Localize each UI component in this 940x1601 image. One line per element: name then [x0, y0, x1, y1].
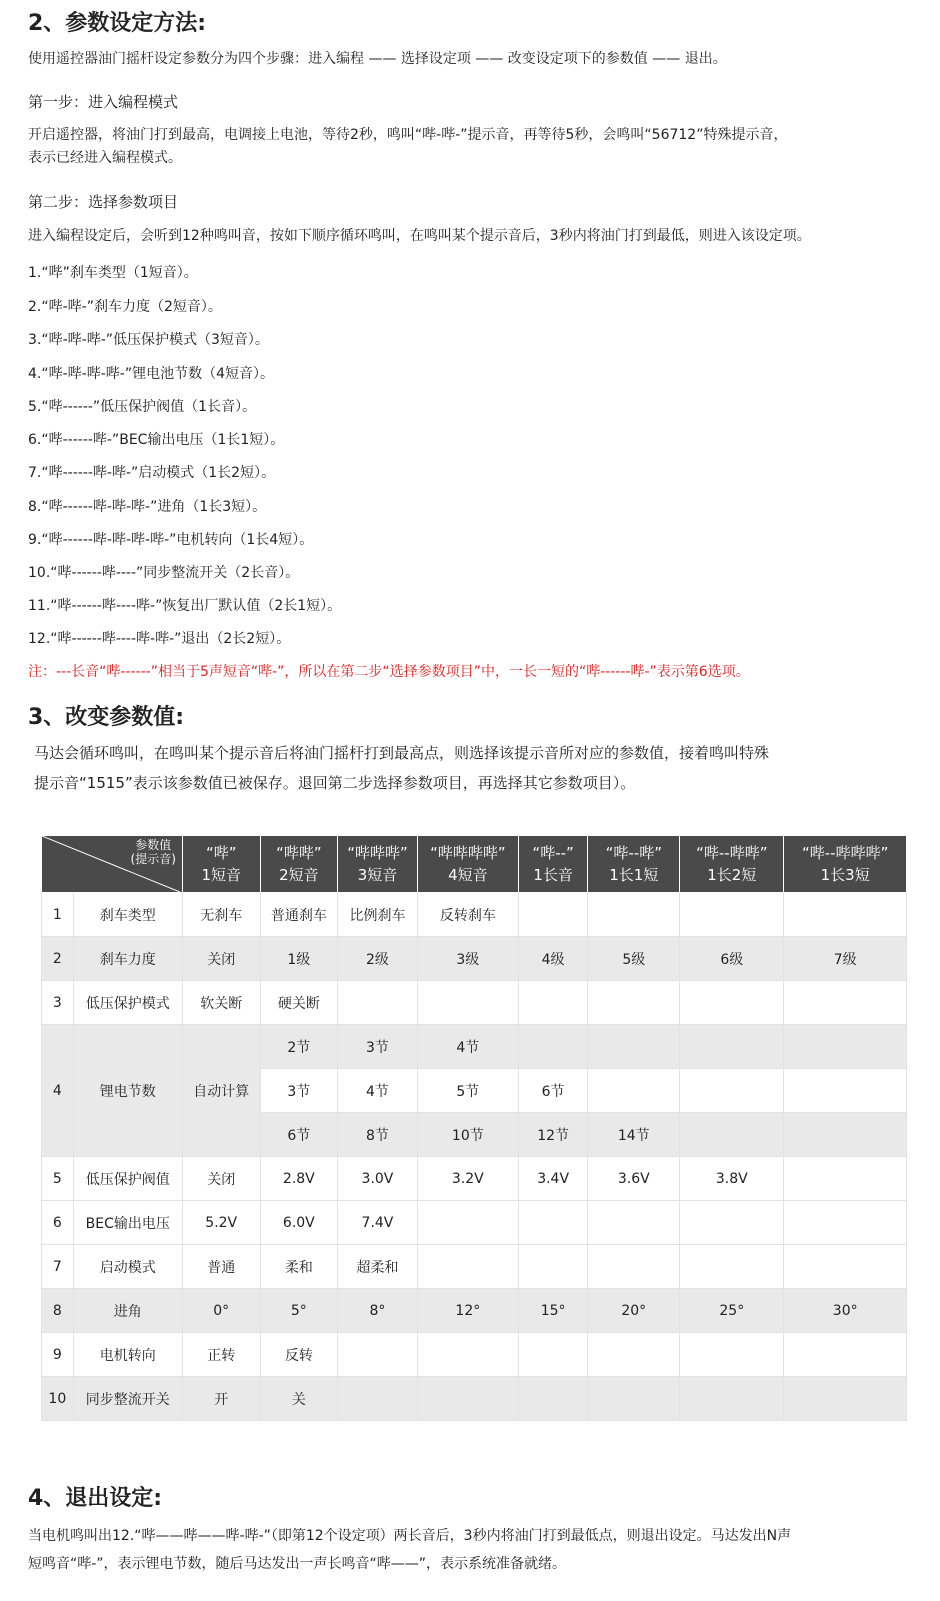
- table-cell: [680, 1201, 784, 1245]
- table-cell: 4节: [417, 1025, 518, 1069]
- table-header-row: [42, 836, 907, 893]
- section-4-title: 4、退出设定:: [28, 1486, 163, 1511]
- table-cell: [588, 981, 680, 1025]
- row-param-name: 刹车力度: [73, 937, 182, 981]
- section-2-intro: 使用遥控器油门摇杆设定参数分为四个步骤：进入编程 —— 选择设定项 —— 改变设定项下的参数值 —— 退出。: [28, 51, 727, 67]
- table-cell: 硬关断: [260, 981, 338, 1025]
- table-cell: 1级: [260, 937, 338, 981]
- table-cell: 7.4V: [338, 1201, 418, 1245]
- row-number: 10: [42, 1377, 74, 1421]
- list-item: 9.“哔------哔-哔-哔-哔-”电机转向（1长4短）。: [28, 532, 314, 548]
- table-cell: 超柔和: [338, 1245, 418, 1289]
- list-item: 3.“哔-哔-哔-”低压保护模式（3短音）。: [28, 332, 269, 348]
- table-cell: 关闭: [182, 937, 260, 981]
- table-cell: [417, 1377, 518, 1421]
- row-number: 9: [42, 1333, 74, 1377]
- table-row: [42, 1289, 907, 1333]
- table-cell: 6节: [260, 1113, 338, 1157]
- table-cell: 4级: [518, 937, 587, 981]
- table-cell: 5节: [417, 1069, 518, 1113]
- table-cell: 柔和: [260, 1245, 338, 1289]
- table-cell: [680, 1333, 784, 1377]
- table-cell: [338, 1333, 418, 1377]
- table-cell: [784, 1377, 907, 1421]
- step-1-text-line-1: 开启遥控器，将油门打到最高，电调接上电池，等待2秒，鸣叫“哔-哔-”提示音，再等待5秒，会鸣叫“56712”特殊提示音，: [28, 127, 788, 143]
- row-number: 3: [42, 981, 74, 1025]
- table-cell: [588, 1245, 680, 1289]
- table-cell: 12°: [417, 1289, 518, 1333]
- table-cell: [518, 1333, 587, 1377]
- table-cell: [518, 1377, 587, 1421]
- table-cell: 开: [182, 1377, 260, 1421]
- table-corner-header: [42, 836, 183, 893]
- list-item: 12.“哔------哔----哔-哔-”退出（2长2短）。: [28, 631, 291, 647]
- column-header: “哔--哔哔” 1长2短: [680, 836, 784, 893]
- table-cell: [588, 1201, 680, 1245]
- table-cell: [680, 1113, 784, 1157]
- table-cell: 5°: [260, 1289, 338, 1333]
- list-item: 6.“哔------哔-”BEC输出电压（1长1短）。: [28, 432, 285, 448]
- table-cell: [680, 893, 784, 937]
- table-row: [42, 937, 907, 981]
- column-header: “哔--哔哔哔” 1长3短: [784, 836, 907, 893]
- table-cell: [680, 1025, 784, 1069]
- list-item: 1.“哔”刹车类型（1短音）。: [28, 265, 198, 281]
- step-2-title: 第二步：选择参数项目: [28, 193, 179, 211]
- step-2-text: 进入编程设定后，会听到12种鸣叫音，按如下顺序循环鸣叫，在鸣叫某个提示音后，3秒内将油门打到最低，则进入该设定项。: [28, 228, 811, 244]
- column-header: “哔哔” 2短音: [260, 836, 338, 893]
- table-cell: [588, 1069, 680, 1113]
- table-row: [42, 1025, 907, 1069]
- table-cell: [784, 1201, 907, 1245]
- column-header: “哔” 1短音: [182, 836, 260, 893]
- table-cell: [784, 1025, 907, 1069]
- step-1-title: 第一步：进入编程模式: [28, 93, 179, 111]
- table-cell: [518, 981, 587, 1025]
- table-cell: [417, 1201, 518, 1245]
- table-cell: [338, 981, 418, 1025]
- column-header: “哔哔哔哔” 4短音: [417, 836, 518, 893]
- table-cell: [338, 1377, 418, 1421]
- row-param-name: BEC输出电压: [73, 1201, 182, 1245]
- section-3-title: 3、改变参数值:: [28, 705, 185, 730]
- table-cell: 关闭: [182, 1157, 260, 1201]
- table-cell: [417, 1245, 518, 1289]
- section-3-text-line-1: 马达会循环鸣叫，在鸣叫某个提示音后将油门摇杆打到最高点，则选择该提示音所对应的参数值，接着鸣叫特殊: [34, 744, 770, 762]
- table-cell: 反转: [260, 1333, 338, 1377]
- table-cell: [518, 893, 587, 937]
- table-cell: 25°: [680, 1289, 784, 1333]
- table-cell: [784, 1333, 907, 1377]
- section-3-text-line-2: 提示音“1515”表示该参数值已被保存。退回第二步选择参数项目，再选择其它参数项目）。: [34, 774, 636, 792]
- list-item: 4.“哔-哔-哔-哔-”锂电池节数（4短音）。: [28, 366, 274, 382]
- table-cell: 3.0V: [338, 1157, 418, 1201]
- column-header: “哔--哔” 1长1短: [588, 836, 680, 893]
- table-cell: [784, 1245, 907, 1289]
- table-cell: 3.6V: [588, 1157, 680, 1201]
- table-cell: 15°: [518, 1289, 587, 1333]
- table-cell: 4节: [338, 1069, 418, 1113]
- table-cell: [588, 893, 680, 937]
- table-row: [42, 981, 907, 1025]
- table-cell: [784, 981, 907, 1025]
- section-4-text-line-1: 当电机鸣叫出12.“哔——哔——哔-哔-”（即第12个设定项）两长音后，3秒内将油门打到最低点，则退出设定。马达发出N声: [28, 1528, 792, 1544]
- section-2-title: 2、参数设定方法:: [28, 11, 207, 36]
- table-cell: 20°: [588, 1289, 680, 1333]
- row-number: 8: [42, 1289, 74, 1333]
- table-cell: [680, 1245, 784, 1289]
- list-item: 2.“哔-哔-”刹车力度（2短音）。: [28, 299, 222, 315]
- table-cell: [680, 1377, 784, 1421]
- row-number: 7: [42, 1245, 74, 1289]
- table-cell: 自动计算: [182, 1025, 260, 1157]
- table-cell: 2节: [260, 1025, 338, 1069]
- table-cell: 反转刹车: [417, 893, 518, 937]
- table-cell: 3节: [260, 1069, 338, 1113]
- corner-label-top: 参数值: [135, 838, 172, 852]
- row-param-name: 锂电节数: [73, 1025, 182, 1157]
- table-row: [42, 893, 907, 937]
- list-item: 5.“哔------”低压保护阀值（1长音）。: [28, 399, 257, 415]
- row-param-name: 同步整流开关: [73, 1377, 182, 1421]
- table-cell: [784, 1113, 907, 1157]
- table-cell: 3.8V: [680, 1157, 784, 1201]
- row-number: 4: [42, 1025, 74, 1157]
- table-cell: [417, 981, 518, 1025]
- table-cell: 3级: [417, 937, 518, 981]
- table-cell: 0°: [182, 1289, 260, 1333]
- section-4-text-line-2: 短鸣音“哔-”，表示锂电节数，随后马达发出一声长鸣音“哔——”，表示系统准备就绪。: [28, 1556, 567, 1572]
- table-cell: 2级: [338, 937, 418, 981]
- list-item: 11.“哔------哔----哔-”恢复出厂默认值（2长1短）。: [28, 598, 342, 614]
- table-cell: [588, 1025, 680, 1069]
- parameter-table: [41, 835, 907, 1421]
- step-1-text-line-2: 表示已经进入编程模式。: [28, 150, 182, 166]
- table-cell: [518, 1025, 587, 1069]
- table-cell: 普通刹车: [260, 893, 338, 937]
- row-param-name: 低压保护模式: [73, 981, 182, 1025]
- row-param-name: 刹车类型: [73, 893, 182, 937]
- row-number: 1: [42, 893, 74, 937]
- table-cell: [680, 1069, 784, 1113]
- row-param-name: 低压保护阀值: [73, 1157, 182, 1201]
- table-cell: [784, 1069, 907, 1113]
- table-cell: 8°: [338, 1289, 418, 1333]
- table-cell: 5级: [588, 937, 680, 981]
- table-cell: 无刹车: [182, 893, 260, 937]
- table-cell: 10节: [417, 1113, 518, 1157]
- table-cell: 14节: [588, 1113, 680, 1157]
- table-cell: [588, 1333, 680, 1377]
- table-cell: [518, 1245, 587, 1289]
- row-param-name: 电机转向: [73, 1333, 182, 1377]
- table-cell: 关: [260, 1377, 338, 1421]
- row-param-name: 启动模式: [73, 1245, 182, 1289]
- table-row: [42, 1157, 907, 1201]
- table-cell: 2.8V: [260, 1157, 338, 1201]
- table-cell: 软关断: [182, 981, 260, 1025]
- table-cell: 比例刹车: [338, 893, 418, 937]
- table-cell: 3.2V: [417, 1157, 518, 1201]
- table-cell: 3.4V: [518, 1157, 587, 1201]
- table-cell: [588, 1377, 680, 1421]
- column-header: “哔哔哔” 3短音: [338, 836, 418, 893]
- table-cell: 6级: [680, 937, 784, 981]
- table-row: [42, 1333, 907, 1377]
- table-cell: [417, 1333, 518, 1377]
- note-text: 注：---长音“哔------”相当于5声短音“哔-”，所以在第二步“选择参数项目”中，一长一短的“哔------哔-”表示第6选项。: [28, 664, 750, 680]
- table-row: [42, 1245, 907, 1289]
- table-cell: 3节: [338, 1025, 418, 1069]
- table-cell: 7级: [784, 937, 907, 981]
- table-row: [42, 1201, 907, 1245]
- row-number: 6: [42, 1201, 74, 1245]
- list-item: 10.“哔------哔----”同步整流开关（2长音）。: [28, 565, 300, 581]
- list-item: 7.“哔------哔-哔-”启动模式（1长2短）。: [28, 465, 276, 481]
- column-header: “哔--” 1长音: [518, 836, 587, 893]
- table-cell: 8节: [338, 1113, 418, 1157]
- list-item: 8.“哔------哔-哔-哔-”进角（1长3短）。: [28, 499, 267, 515]
- table-cell: 30°: [784, 1289, 907, 1333]
- table-cell: 普通: [182, 1245, 260, 1289]
- table-cell: 12节: [518, 1113, 587, 1157]
- corner-label-bottom: (提示音): [130, 852, 176, 866]
- row-param-name: 进角: [73, 1289, 182, 1333]
- table-cell: [680, 981, 784, 1025]
- row-number: 2: [42, 937, 74, 981]
- row-number: 5: [42, 1157, 74, 1201]
- table-cell: [784, 1157, 907, 1201]
- table-cell: 5.2V: [182, 1201, 260, 1245]
- table-cell: 6.0V: [260, 1201, 338, 1245]
- table-cell: 6节: [518, 1069, 587, 1113]
- table-cell: [518, 1201, 587, 1245]
- table-cell: [784, 893, 907, 937]
- table-cell: 正转: [182, 1333, 260, 1377]
- table-row: [42, 1377, 907, 1421]
